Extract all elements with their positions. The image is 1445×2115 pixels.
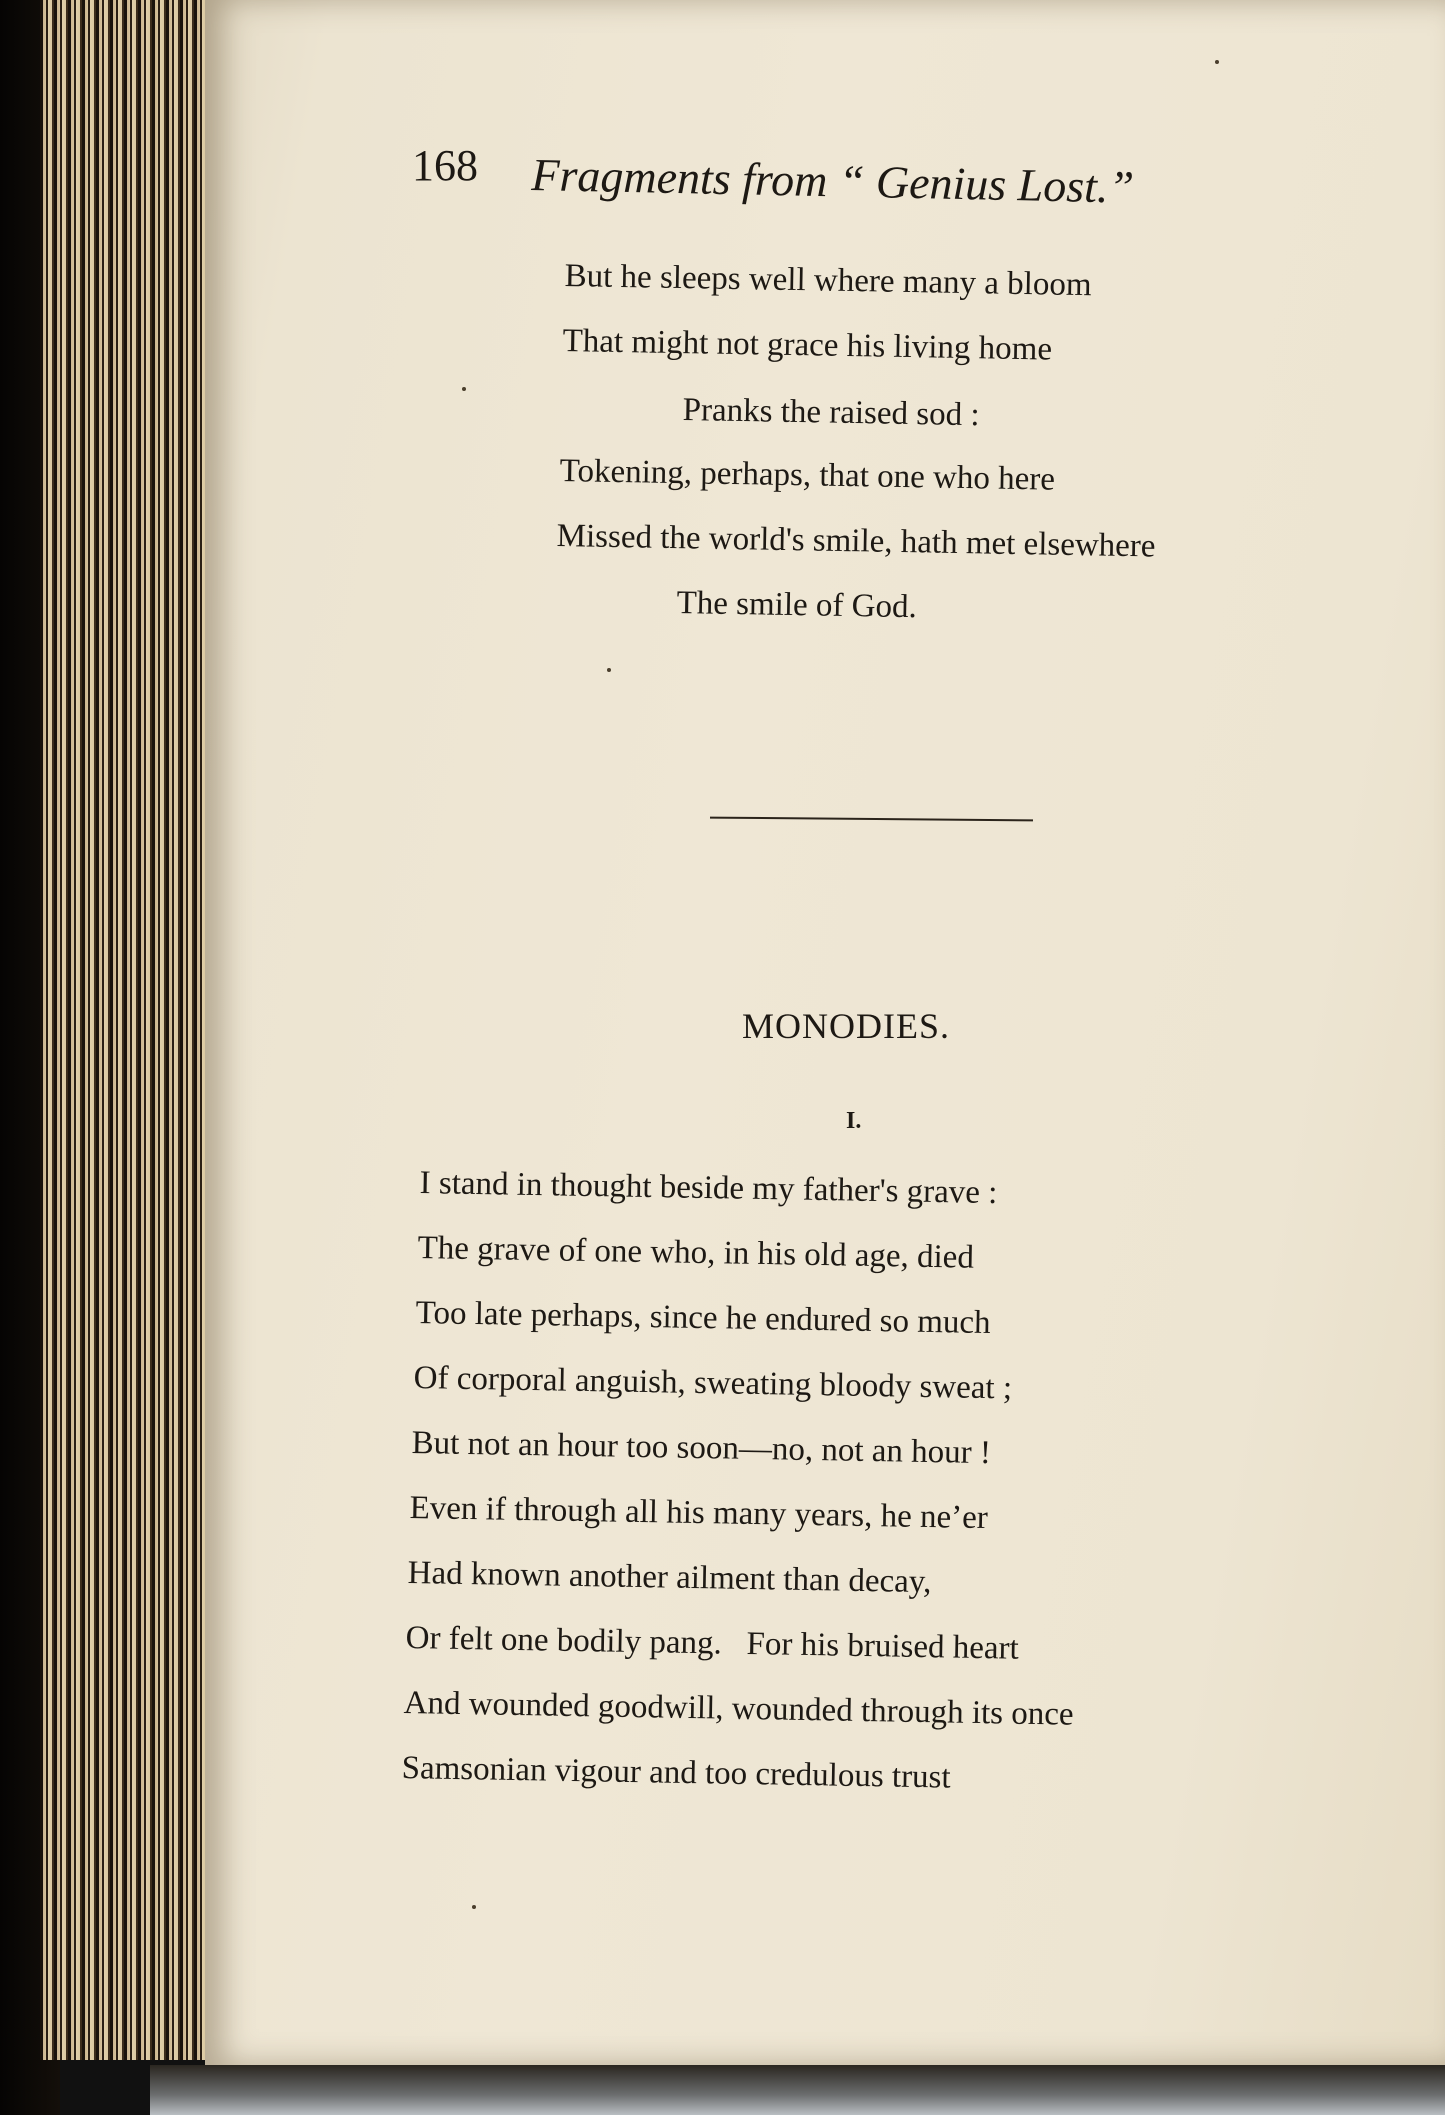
paper-speck [462, 387, 466, 391]
paper-speck [1215, 60, 1219, 64]
monody-line: Samsonian vigour and too credulous trust [401, 1750, 951, 1796]
fragment-line: Pranks the raised sod : [682, 392, 980, 434]
paper-speck [607, 668, 611, 672]
page-edges [40, 0, 215, 2060]
page-number: 168 [412, 141, 478, 190]
monody-line: The grave of one who, in his old age, died [417, 1230, 975, 1276]
running-title: Fragments from “ Genius Lost.” [530, 148, 1135, 213]
monody-line: Even if through all his many years, he ne’er [409, 1490, 989, 1537]
section-title: MONODIES. [742, 1006, 951, 1046]
paper-speck [472, 1905, 476, 1909]
fragment-line: That might not grace his living home [562, 323, 1053, 368]
monody-line: I stand in thought beside my father's grave : [419, 1165, 998, 1212]
fragment-line: But he sleeps well where many a bloom [564, 258, 1092, 304]
scanner-bed-edge [150, 2065, 1445, 2115]
fragment-line: Tokening, perhaps, that one who here [559, 453, 1056, 498]
monody-line: Or felt one bodily pang. For his bruised heart [405, 1620, 1020, 1667]
monody-line: And wounded goodwill, wounded through its once [403, 1685, 1074, 1733]
monody-line: But not an hour too soon—no, not an hour ! [411, 1425, 992, 1472]
monody-line: Had known another ailment than decay, [407, 1555, 932, 1601]
section-number: I. [846, 1108, 862, 1134]
monody-line: Of corporal anguish, sweating bloody sweat ; [413, 1360, 1013, 1407]
fragment-line: The smile of God. [676, 585, 918, 626]
fragment-line: Missed the world's smile, hath met elsewhere [556, 518, 1156, 565]
monody-line: Too late perhaps, since he endured so much [415, 1295, 991, 1342]
